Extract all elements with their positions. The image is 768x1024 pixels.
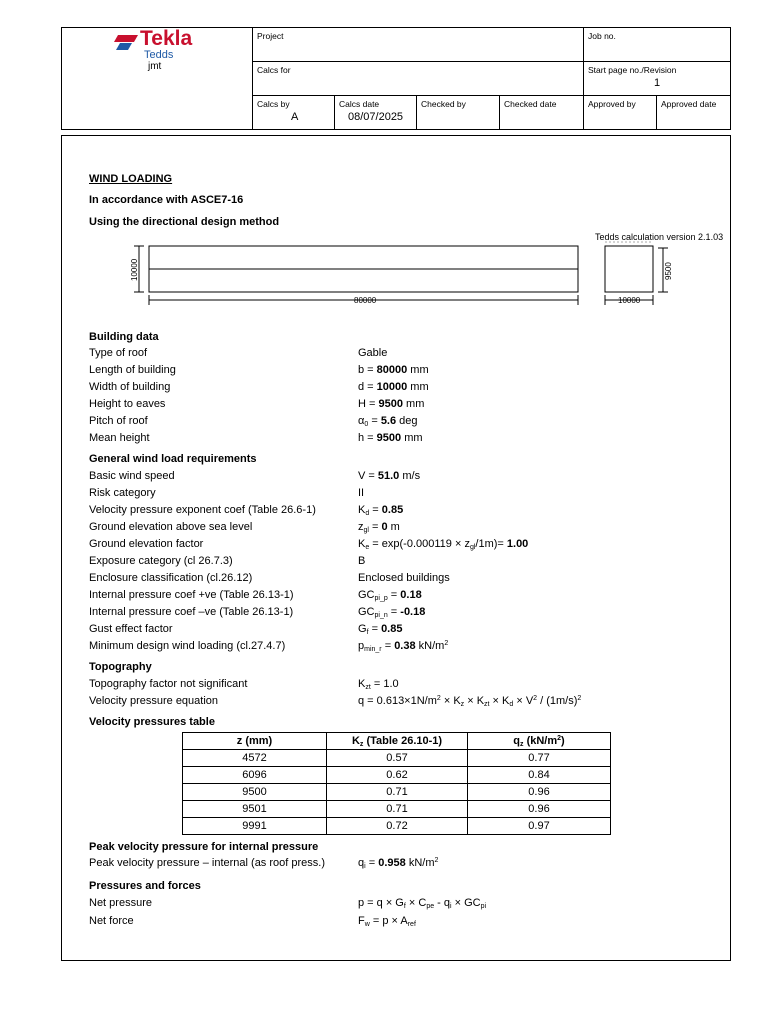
cell-z: 9500: [183, 784, 327, 801]
velocity-pressures-table: [182, 732, 611, 835]
cell-z: 9501: [183, 801, 327, 818]
enclosure-label: Enclosure classification (cl.26.12): [89, 572, 253, 584]
gcpi-neg-label: Internal pressure coef –ve (Table 26.13-1): [89, 606, 294, 618]
net-force-expression: $F_w = p \times A_{ref}$: [358, 915, 416, 928]
tekla-logo-icon: [114, 33, 140, 51]
cell-qz: 0.77: [468, 750, 611, 767]
kzt-expression: $K_{zt} = 1.0$: [358, 678, 399, 691]
gcpi-neg-expression: $GC_{pi\_n} = -0.18$: [358, 606, 426, 619]
topography-heading: Topography: [89, 661, 152, 673]
project-label: Project: [257, 31, 284, 41]
table-header-row: [183, 733, 611, 750]
title-block: [61, 27, 731, 130]
page-title: WIND LOADING: [89, 173, 173, 185]
calcs-by-value: A: [291, 111, 299, 123]
exposure-value: B: [358, 555, 366, 567]
wind-speed-label: Basic wind speed: [89, 470, 175, 482]
table-row: [183, 784, 611, 801]
approved-by-cell: [584, 96, 657, 130]
kzt-label: Topography factor not significant: [89, 678, 248, 690]
calcs-for-cell: [253, 62, 584, 96]
approved-date-label: Approved date: [661, 99, 717, 109]
pitch-expression: $\alpha_0 = 5.6$ deg: [358, 415, 418, 428]
velocity-eq-label: Velocity pressure equation: [89, 695, 219, 707]
vp-table-heading: Velocity pressures table: [89, 716, 215, 728]
dim-width: 10000: [618, 296, 641, 305]
kd-label: Velocity pressure exponent coef (Table 26.6-1): [89, 504, 316, 516]
approved-date-cell: [657, 96, 730, 130]
job-no-label: Job no.: [588, 31, 616, 41]
net-pressure-label: Net pressure: [89, 897, 152, 909]
calcs-date-label: Calcs date: [339, 99, 380, 109]
gust-expression: $G_f = 0.85$: [358, 623, 403, 636]
checked-date-label: Checked date: [504, 99, 557, 109]
start-page-cell: [584, 62, 730, 96]
calculation-sheet: [61, 135, 731, 961]
table-row: [183, 801, 611, 818]
checked-by-cell: [417, 96, 500, 130]
cell-kz: 0.71: [327, 801, 468, 818]
gust-label: Gust effect factor: [89, 623, 173, 635]
col-kz-header: $K_z$ (Table 26.10-1): [327, 733, 468, 750]
general-heading: General wind load requirements: [89, 453, 257, 465]
cell-qz: 0.84: [468, 767, 611, 784]
start-page-label: Start page no./Revision: [588, 65, 677, 75]
building-diagram: [122, 236, 722, 316]
roof-type-value: Gable: [358, 347, 388, 359]
logo: [112, 27, 212, 74]
exposure-label: Exposure category (cl 26.7.3): [89, 555, 233, 567]
calcs-date-cell: [335, 96, 417, 130]
standard-title: In accordance with ASCE7-16: [89, 194, 244, 206]
table-row: [183, 750, 611, 767]
gcpi-pos-label: Internal pressure coef +ve (Table 26.13-1): [89, 589, 294, 601]
dim-left-height: 10000: [130, 258, 139, 281]
cell-kz: 0.72: [327, 818, 468, 835]
cell-qz: 0.96: [468, 801, 611, 818]
peak-heading: Peak velocity pressure for internal pressure: [89, 841, 319, 853]
enclosure-value: Enclosed buildings: [358, 572, 450, 584]
risk-value: II: [358, 487, 365, 499]
mean-height-label: Mean height: [89, 432, 150, 444]
col-z-header: z (mm): [183, 733, 327, 750]
checked-date-cell: [500, 96, 584, 130]
ground-elevation-expression: $z_{gl} = 0$ m: [358, 521, 400, 534]
cell-z: 9991: [183, 818, 327, 835]
pitch-label: Pitch of roof: [89, 415, 148, 427]
building-heading: Building data: [89, 331, 159, 343]
calcs-by-cell: [253, 96, 335, 130]
version-label: Tedds calculation version 2.1.03: [595, 232, 724, 242]
cell-kz: 0.62: [327, 767, 468, 784]
table-row: [183, 818, 611, 835]
width-label: Width of building: [89, 381, 171, 393]
calcs-for-label: Calcs for: [257, 65, 291, 75]
cell-z: 4572: [183, 750, 327, 767]
method-title: Using the directional design method: [89, 216, 280, 228]
peak-label: Peak velocity pressure – internal (as roof press.): [89, 857, 325, 869]
pmin-expression: $p_{min\_r} = 0.38$ $kN/m^2$: [358, 640, 449, 653]
checked-by-label: Checked by: [421, 99, 466, 109]
start-page-value: 1: [654, 77, 661, 89]
risk-label: Risk category: [89, 487, 156, 499]
mean-height-expression: h = 9500 mm: [358, 432, 423, 444]
logo-product: Tedds: [144, 49, 174, 61]
width-expression: d = 10000 mm: [358, 381, 429, 393]
net-pressure-expression: $p = q \times G_f \times C_{pe} - q_i \times GC_{pi}$: [358, 897, 487, 910]
kd-expression: $K_d = 0.85$: [358, 504, 404, 517]
cell-qz: 0.97: [468, 818, 611, 835]
gcpi-pos-expression: $GC_{pi\_p} = 0.18$: [358, 589, 422, 602]
col-qz-header: $q_z$ $(kN/m^2)$: [468, 733, 611, 750]
ke-label: Ground elevation factor: [89, 538, 204, 550]
table-row: [183, 767, 611, 784]
ke-expression: $K_e = \exp(-0.000119 \times z_{gl}/1m)= 1.00$: [358, 538, 529, 551]
dim-right-height: 9500: [664, 262, 673, 280]
wind-speed-expression: V = 51.0 m/s: [358, 470, 421, 482]
peak-expression: $q_i = 0.958$ $kN/m^2$: [358, 857, 439, 870]
net-force-label: Net force: [89, 915, 134, 927]
project-cell: [253, 28, 584, 62]
velocity-eq-expression: $q = 0.613\times 1N/m^2 \times K_z \times K_{zt} \times K_d \times V^2 / (1m/s)^2$: [358, 695, 582, 708]
ground-elevation-label: Ground elevation above sea level: [89, 521, 253, 533]
cell-qz: 0.96: [468, 784, 611, 801]
logo-brand: Tekla: [140, 27, 193, 50]
length-label: Length of building: [89, 364, 176, 376]
pmin-label: Minimum design wind loading (cl.27.4.7): [89, 640, 286, 652]
calcs-by-label: Calcs by: [257, 99, 290, 109]
cell-kz: 0.57: [327, 750, 468, 767]
length-expression: b = 80000 mm: [358, 364, 429, 376]
dim-length: 80000: [354, 296, 377, 305]
roof-type-label: Type of roof: [89, 347, 148, 359]
cell-z: 6096: [183, 767, 327, 784]
cell-kz: 0.71: [327, 784, 468, 801]
job-no-cell: [584, 28, 730, 62]
approved-by-label: Approved by: [588, 99, 636, 109]
eaves-label: Height to eaves: [89, 398, 166, 410]
calcs-date-value: 08/07/2025: [348, 111, 404, 123]
eaves-expression: H = 9500 mm: [358, 398, 425, 410]
forces-heading: Pressures and forces: [89, 880, 201, 892]
logo-user: jmt: [148, 61, 162, 72]
